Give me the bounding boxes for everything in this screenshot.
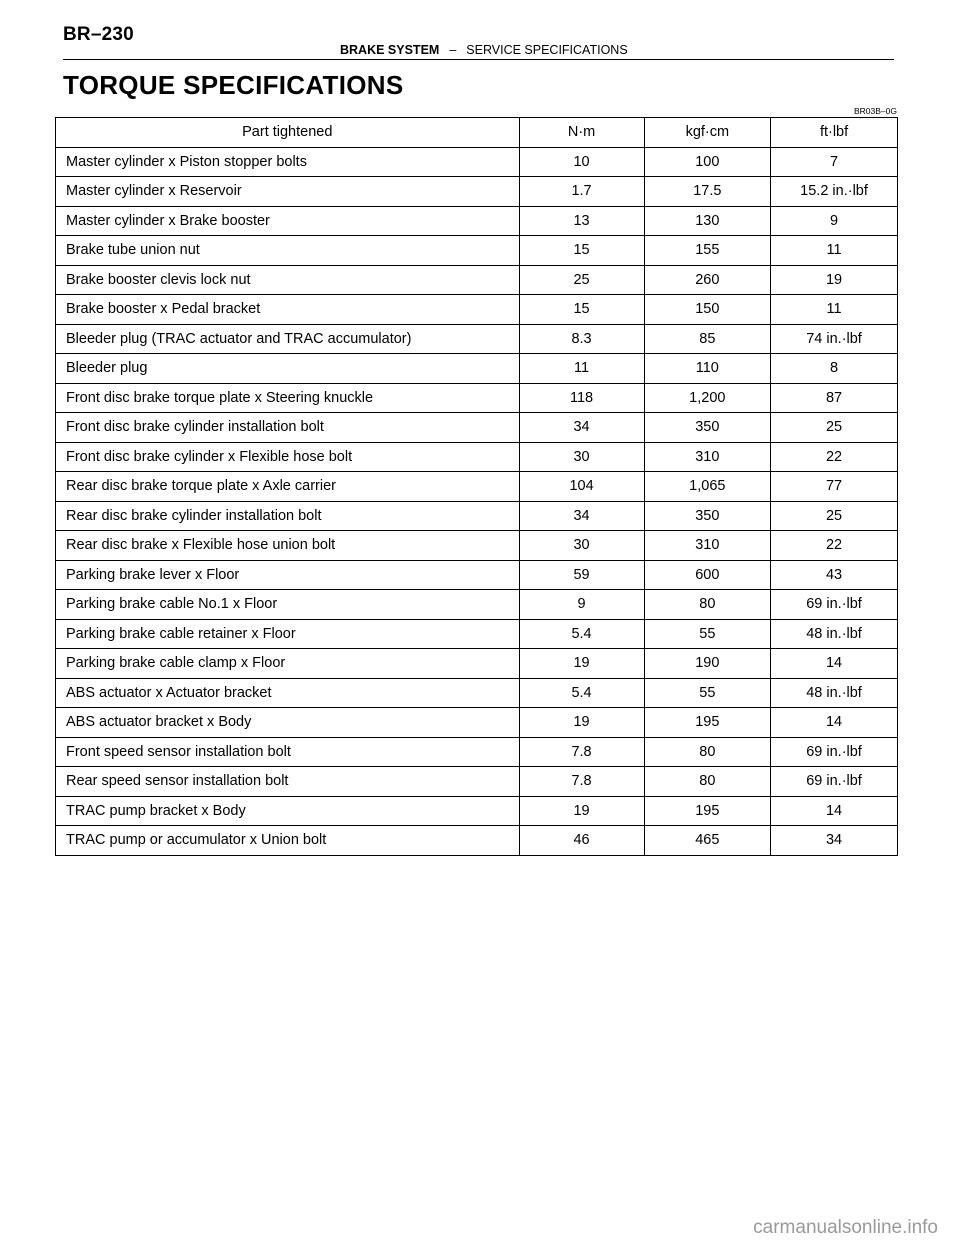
table-row [56,324,898,354]
kgfcm-cell: 55 [644,678,771,708]
table-row [56,236,898,266]
ftlbf-cell: 14 [771,649,898,679]
ftlbf-cell: 15.2 in.·lbf [771,177,898,207]
table-row [56,147,898,177]
ftlbf-cell: 22 [771,442,898,472]
kgfcm-cell: 130 [644,206,771,236]
table-row [56,619,898,649]
table-row [56,295,898,325]
part-cell: Rear disc brake x Flexible hose union bolt [56,531,520,561]
ftlbf-cell: 87 [771,383,898,413]
table-row [56,413,898,443]
nm-cell: 15 [519,295,644,325]
ftlbf-cell: 11 [771,295,898,325]
part-cell: Bleeder plug [56,354,520,384]
nm-cell: 15 [519,236,644,266]
part-cell: Master cylinder x Piston stopper bolts [56,147,520,177]
part-cell: ABS actuator bracket x Body [56,708,520,738]
table-header-row [56,118,898,148]
ftlbf-cell: 14 [771,796,898,826]
part-cell: Brake tube union nut [56,236,520,266]
ftlbf-cell: 25 [771,413,898,443]
section-name: SERVICE SPECIFICATIONS [466,43,628,57]
part-cell: ABS actuator x Actuator bracket [56,678,520,708]
nm-cell: 46 [519,826,644,856]
page-title: TORQUE SPECIFICATIONS [63,70,404,100]
column-header-kgfcm: kgf·cm [644,118,771,148]
table-row [56,826,898,856]
nm-cell: 9 [519,590,644,620]
nm-cell: 7.8 [519,767,644,797]
ftlbf-cell: 48 in.·lbf [771,678,898,708]
nm-cell: 11 [519,354,644,384]
nm-cell: 1.7 [519,177,644,207]
nm-cell: 19 [519,796,644,826]
part-cell: Front disc brake cylinder installation bolt [56,413,520,443]
part-cell: Brake booster x Pedal bracket [56,295,520,325]
table-row [56,383,898,413]
ftlbf-cell: 9 [771,206,898,236]
column-header-ftlbf: ft·lbf [771,118,898,148]
kgfcm-cell: 260 [644,265,771,295]
nm-cell: 19 [519,708,644,738]
nm-cell: 7.8 [519,737,644,767]
ftlbf-cell: 48 in.·lbf [771,619,898,649]
table-row [56,796,898,826]
ftlbf-cell: 74 in.·lbf [771,324,898,354]
kgfcm-cell: 110 [644,354,771,384]
nm-cell: 5.4 [519,678,644,708]
table-row [56,708,898,738]
nm-cell: 30 [519,442,644,472]
ftlbf-cell: 69 in.·lbf [771,767,898,797]
nm-cell: 118 [519,383,644,413]
kgfcm-cell: 100 [644,147,771,177]
kgfcm-cell: 195 [644,796,771,826]
kgfcm-cell: 1,065 [644,472,771,502]
kgfcm-cell: 17.5 [644,177,771,207]
kgfcm-cell: 310 [644,531,771,561]
table-row [56,265,898,295]
table-row [56,442,898,472]
nm-cell: 34 [519,501,644,531]
table-row [56,531,898,561]
part-cell: Parking brake cable clamp x Floor [56,649,520,679]
nm-cell: 34 [519,413,644,443]
table-row [56,177,898,207]
part-cell: Front disc brake torque plate x Steering knuckle [56,383,520,413]
nm-cell: 104 [519,472,644,502]
table-row [56,354,898,384]
nm-cell: 8.3 [519,324,644,354]
part-cell: TRAC pump bracket x Body [56,796,520,826]
part-cell: Parking brake lever x Floor [56,560,520,590]
kgfcm-cell: 195 [644,708,771,738]
table-row [56,767,898,797]
part-cell: Brake booster clevis lock nut [56,265,520,295]
part-cell: Front disc brake cylinder x Flexible hose bolt [56,442,520,472]
part-cell: Rear disc brake torque plate x Axle carrier [56,472,520,502]
column-header-part: Part tightened [56,118,520,148]
table-row [56,472,898,502]
column-header-nm: N·m [519,118,644,148]
part-cell: Parking brake cable retainer x Floor [56,619,520,649]
table-row [56,206,898,236]
part-cell: Master cylinder x Reservoir [56,177,520,207]
ftlbf-cell: 34 [771,826,898,856]
page-code: BR–230 [63,24,134,45]
kgfcm-cell: 80 [644,767,771,797]
kgfcm-cell: 465 [644,826,771,856]
ftlbf-cell: 22 [771,531,898,561]
part-cell: TRAC pump or accumulator x Union bolt [56,826,520,856]
part-cell: Front speed sensor installation bolt [56,737,520,767]
table-row [56,678,898,708]
nm-cell: 25 [519,265,644,295]
ftlbf-cell: 11 [771,236,898,266]
part-cell: Bleeder plug (TRAC actuator and TRAC accumulator) [56,324,520,354]
kgfcm-cell: 190 [644,649,771,679]
torque-spec-table [55,117,898,856]
kgfcm-cell: 80 [644,590,771,620]
ftlbf-cell: 43 [771,560,898,590]
section-header [340,43,628,57]
kgfcm-cell: 350 [644,413,771,443]
table-row [56,649,898,679]
ftlbf-cell: 7 [771,147,898,177]
table-row [56,737,898,767]
header-rule [63,59,894,60]
ftlbf-cell: 77 [771,472,898,502]
watermark: carmanualsonline.info [753,1217,938,1238]
part-cell: Master cylinder x Brake booster [56,206,520,236]
kgfcm-cell: 1,200 [644,383,771,413]
kgfcm-cell: 85 [644,324,771,354]
nm-cell: 30 [519,531,644,561]
ftlbf-cell: 8 [771,354,898,384]
kgfcm-cell: 55 [644,619,771,649]
kgfcm-cell: 150 [644,295,771,325]
kgfcm-cell: 80 [644,737,771,767]
ftlbf-cell: 69 in.·lbf [771,590,898,620]
table-row [56,590,898,620]
part-cell: Parking brake cable No.1 x Floor [56,590,520,620]
kgfcm-cell: 600 [644,560,771,590]
table-row [56,560,898,590]
nm-cell: 5.4 [519,619,644,649]
ftlbf-cell: 14 [771,708,898,738]
figure-code: BR03B–0G [854,106,897,116]
kgfcm-cell: 310 [644,442,771,472]
nm-cell: 13 [519,206,644,236]
nm-cell: 10 [519,147,644,177]
part-cell: Rear speed sensor installation bolt [56,767,520,797]
ftlbf-cell: 69 in.·lbf [771,737,898,767]
kgfcm-cell: 350 [644,501,771,531]
table-row [56,501,898,531]
nm-cell: 59 [519,560,644,590]
ftlbf-cell: 19 [771,265,898,295]
nm-cell: 19 [519,649,644,679]
ftlbf-cell: 25 [771,501,898,531]
table-body [56,147,898,855]
kgfcm-cell: 155 [644,236,771,266]
part-cell: Rear disc brake cylinder installation bolt [56,501,520,531]
system-name: BRAKE SYSTEM [340,43,440,57]
header-separator: – [449,43,457,57]
